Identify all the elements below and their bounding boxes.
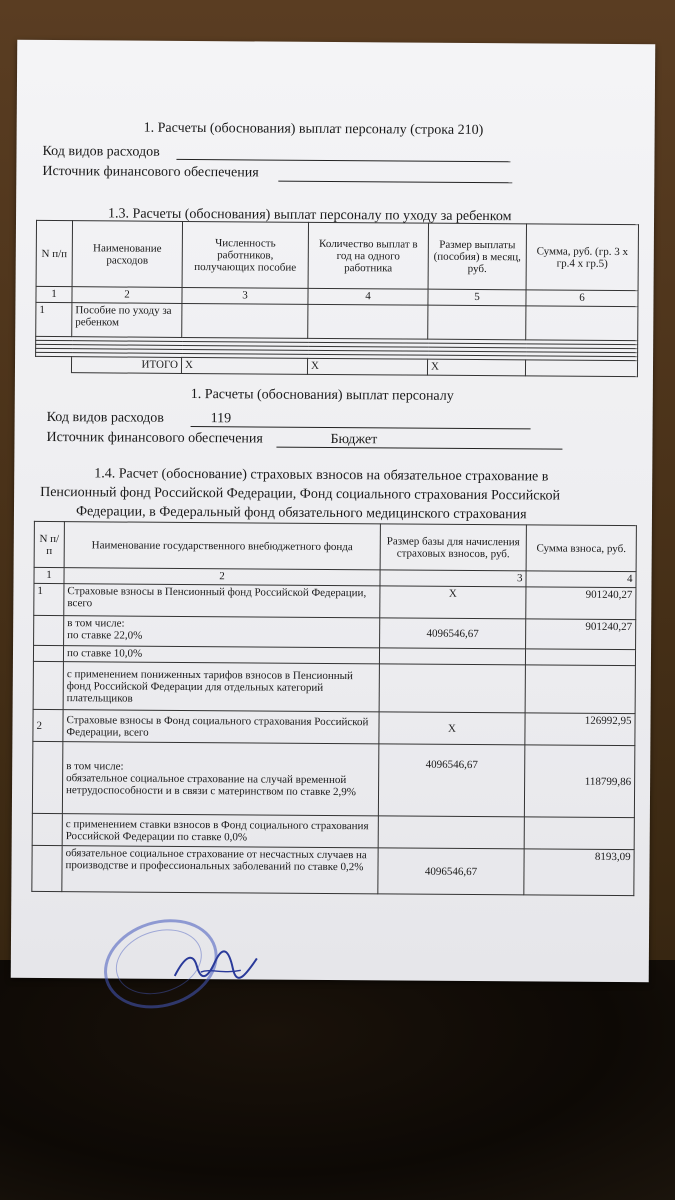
ins-row-base: 4096546,67 (380, 618, 526, 649)
total-label: ИТОГО (71, 357, 181, 374)
col-num-6: 6 (526, 290, 638, 307)
total-x-4: X (307, 358, 427, 375)
ins-row-sum (524, 817, 634, 850)
ins-row-sum: 901240,27 (526, 619, 636, 650)
section14-title-line3: Федерации, в Федеральный фонд обязательного медицинского страхования (75, 504, 527, 523)
section1-source-label: Источник финансового обеспечения (42, 163, 259, 181)
insurance-table (31, 521, 637, 896)
document-page (11, 40, 656, 982)
th-count: Численность работников, получающих пособие (182, 221, 308, 288)
ins-row-num: 1 (34, 583, 64, 615)
ins-row-base: 4096546,67 (378, 848, 524, 895)
signature-scribble (171, 946, 261, 987)
ins-row-base (379, 664, 525, 713)
ins-row-name: Страховые взносы в Фонд социального страхования Российской Федерации, всего (63, 710, 379, 744)
source-value-line (276, 447, 562, 450)
col-num-3: 3 (182, 287, 308, 304)
ins-row-base: X (379, 712, 525, 745)
section1b-title: 1. Расчеты (обоснования) выплат персоналу (190, 387, 454, 404)
dark-shadow-area (0, 960, 675, 1200)
row1-num: 1 (36, 302, 72, 336)
ins-col-3: 3 (380, 570, 526, 587)
ins-row-sum: 8193,09 (524, 849, 634, 896)
section1b-source-value: Бюджет (330, 431, 378, 448)
section1b-source-label: Источник финансового обеспечения (46, 429, 263, 447)
code-value-line (191, 426, 531, 429)
source-field-line (278, 181, 512, 184)
code-field-line (176, 159, 510, 162)
th-num: N п/п (36, 220, 72, 286)
ins-row-sum (525, 649, 635, 666)
section13-title: 1.3. Расчеты (обоснования) выплат персоналу по уходу за ребенком (108, 206, 512, 225)
ins-row-num (33, 661, 63, 709)
ins-row-base: 4096546,67 (378, 744, 524, 817)
ins-row-base (379, 648, 525, 665)
ins-row-num (32, 813, 62, 845)
th-name: Наименование расходов (72, 221, 182, 288)
ins-row-name: Страховые взносы в Пенсионный фонд Российской Федерации, всего (64, 584, 380, 618)
ins-row-num (32, 845, 62, 891)
ins-row-name: в том числе: обязательное социальное страхование на случай временной нетрудоспособности и в связи с материнством по ставке 2,9% (62, 742, 378, 816)
ins-row-num (32, 741, 63, 813)
section1b-code-value: 119 (210, 411, 232, 427)
total-x-5: X (427, 359, 525, 376)
section14-title-line2: Пенсионный фонд Российской Федерации, Фонд социального страхования Российской (40, 484, 561, 504)
ins-col-1: 1 (34, 567, 64, 583)
ins-row-name: с применением ставки взносов в Фонд социального страхования Российской Федерации по ставке 0,0% (62, 814, 378, 848)
ins-row-name: по ставке 10,0% (63, 646, 379, 664)
ins-row-sum: 118799,86 (524, 745, 634, 818)
th-sum: Сумма, руб. (гр. 3 x гр.4 x гр.5) (526, 224, 638, 291)
ins-row-name: с применением пониженных тарифов взносов в Пенсионный фонд Российской Федерации для отдельных категорий плательщиков (63, 662, 379, 712)
col-num-2: 2 (72, 287, 182, 304)
section14-title-line1: 1.4. Расчет (обоснование) страховых взносов на обязательное страхование в (94, 466, 549, 485)
ins-row-num: 2 (33, 709, 63, 741)
ins-row-num (33, 645, 63, 661)
childcare-table (35, 220, 639, 377)
col-num-5: 5 (428, 289, 526, 306)
th-payments: Количество выплат в год на одного работника (308, 222, 428, 289)
ins-th-num: N п/п (34, 521, 64, 567)
ins-row-sum: 901240,27 (526, 587, 636, 620)
ins-th-sum: Сумма взноса, руб. (526, 525, 636, 572)
ins-row-sum: 126992,95 (525, 713, 635, 746)
ins-row-base (378, 816, 524, 849)
ins-row-base: X (380, 586, 526, 619)
ins-row-num (34, 615, 64, 645)
col-num-4: 4 (308, 288, 428, 305)
row1-name: Пособие по уходу за ребенком (72, 303, 182, 338)
total-x-3: X (181, 357, 307, 374)
ins-row-sum (525, 665, 635, 714)
col-num-1: 1 (36, 286, 72, 302)
ins-th-base: Размер базы для начисления страховых взносов, руб. (380, 524, 526, 571)
section1-title: 1. Расчеты (обоснования) выплат персоналу (строка 210) (143, 120, 484, 139)
th-amount: Размер выплаты (пособия) в месяц, руб. (428, 223, 526, 290)
ins-col-2: 2 (64, 568, 380, 586)
section1-code-label: Код видов расходов (42, 143, 160, 160)
ins-th-name: Наименование государственного внебюджетного фонда (64, 522, 380, 570)
ins-row-name: обязательное социальное страхование от несчастных случаев на производстве и профессиональных заболеваний по ставке 0,2% (62, 846, 378, 894)
section1b-code-label: Код видов расходов (46, 409, 164, 426)
ins-row-name: в том числе: по ставке 22,0% (64, 616, 380, 648)
ins-col-4: 4 (526, 571, 636, 588)
